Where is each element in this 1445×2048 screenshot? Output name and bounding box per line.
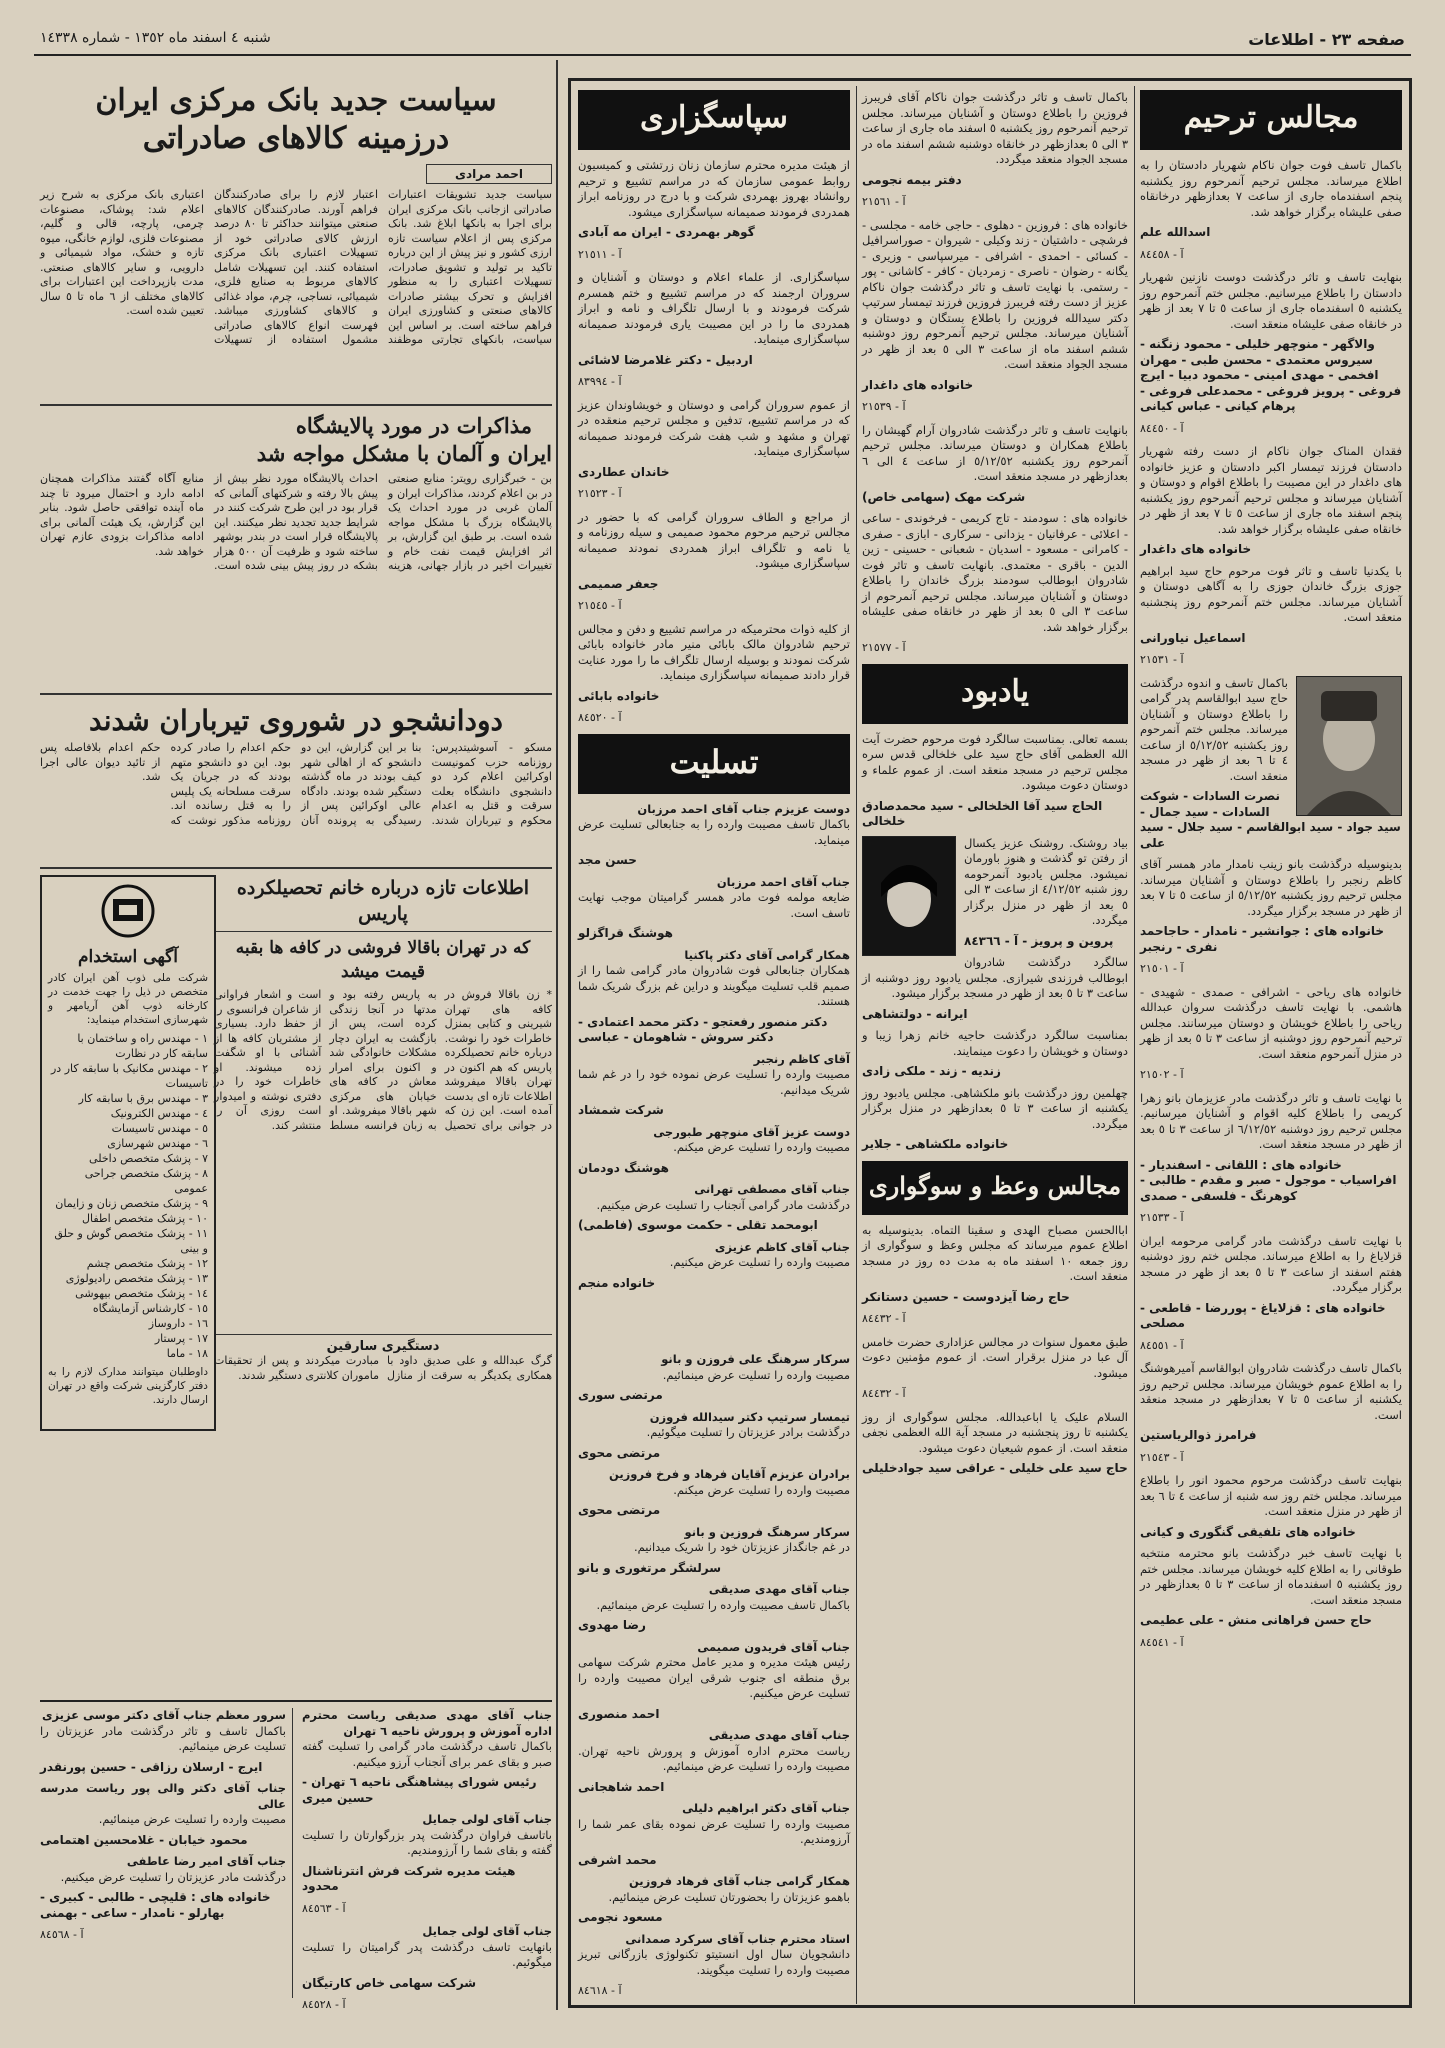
ad-position: ٥ - مهندس تاسیسات [111,1122,208,1135]
majales-list [1140,158,1402,1650]
mid-column [862,90,1128,1990]
memorial-item: سالگرد درگذشت شادروان ابوطالب فرزندی شیرازی. مجلس یادبود روز دوشنبه از ساعت ٣ تا ٥ بعد از ظهر در مسجد برگزار میشود. ایرانه - دولتشاهی [862,955,1128,1021]
column-rule [292,1708,293,1998]
taslit-list [578,802,850,1292]
ad-title: آگهی استخدام [78,947,178,967]
article4-title: اطلاعات تازه درباره خانم تحصیلکرده پاریس [214,875,552,932]
ad-logo-icon [93,883,163,939]
ad-position: ١٧ - پرستار [154,1332,208,1345]
condolence-item: تیمسار سرتیپ دکتر سیدالله فروزن درگذشت برادر عزیزتان را تسلیت میگوئیم. مرتضی محوی [578,1409,850,1460]
condolence-item: سرکار سرهنگ فروزین و بانو در غم جانگداز عزیزتان خود را شریک میدانیم. سرلشگر مرتغوری و بانو [578,1524,850,1575]
article3-title: دودانشجو در شوروی تیرباران شدند [89,704,503,737]
sermon-item: اباالحسن مصباح الهدی و سقینا التماه. بدینوسیله به اطلاع عموم میرساند که مجلس وعظ و سوگواری از روز جمعه ١٠ اسفند ماه به مدت ده روز در مسجد منعقد است. حاج رضا آیزدوست - حسین دستانکر آ - ٨٤٤٣٢ [862,1222,1128,1325]
bottom-mid-list [302,1708,552,2021]
obituary-item: بانهایت تاسف و تاثر درگذشت شادروان آرام گهیشان را باطلاع همکاران و دوستان میرساند. مجلس ترحیم آنمرحوم روز یکشنبه ٥/١٢/٥٢ از ساعت ٤ الی ٦ بعدازظهر در مسجد منعقد است. شرکت مهک (سهامی خاص) [862,422,1128,504]
ad-position: ٧ - پزشک متخصص داخلی [89,1152,208,1165]
vaz-list [862,1223,1128,1477]
article-separator [40,693,552,695]
article3-body: مسکو - آسوشیتدپرس: روزنامه حزب کمونیست اوکرائین اعلام کرد دو دانشجوی دانشگاه بعلت سرقت و قتل به اعدام محکوم و تیرباران شدند. بنا بر این گزارش، این دو دانشجو که از اهالی شهر کیف بودند در ماه گذشته دستگیر شده بودند. دادگاه عالی اوکرائین پس از رسیدگی به پرونده آنان حکم اعدام را صادر کرده بود. این دو دانشجو متهم بودند که در جریان یک سرقت مسلحانه یک پلیس را به قتل رسانده اند. روزنامه مذکور نوشت که حکم اعدام بلافاصله پس از تائید دیوان عالی اجرا شد. [40,741,552,827]
condolence-item: جناب آقای فریدون صمیمی رئیس هیئت مدیره و مدیر عامل محترم شرکت سهامی برق منطقه ای جنوب شرقی ایران مصیبت وارده را تسلیت عرض میکنیم. احمد منصوری [578,1639,850,1721]
small-news-body: گرگ عبدالله و علی صدیق داود با همکاری یکدیگر به سرقت از منازل مبادرت میکردند و پس از تحقیقات ماموران کلانتری دستگیر شدند. [214,1354,552,1382]
condolence-item: جناب آقای مهدی صدیقی ریاست محترم اداره آموزش و پرورش ناحیه ٦ تهران باکمال تاسف درگذشت مادر گرامی را تسلیت گفته صبر و بقای عمر برای آنجناب آرزو میکنیم. رئیس شورای پیشاهنگی ناحیه ٦ تهران - حسین میری [302,1708,552,1805]
ad-positions [48,1031,208,1361]
thanks-item: از عموم سروران گرامی و دوستان و خویشاوندان عزیز که در مراسم تشییع، تدفین و مجلس ترحیم منعقده در تهران و مشهد و شب هفت شرکت فرمودند صمیمانه سپاسگزاری مینماید. خاندان عطاردی آ - ٢١٥٢٣ [578,397,850,500]
article2-body: بن - خبرگزاری رویتر: منابع صنعتی در بن اعلام کردند، مذاکرات ایران و آلمان غربی در مورد احداث یک پالایشگاه بزرگ با مشکل مواجه شده است. بر طبق این گزارش، بر اثر افزایش قیمت نفت خام و تغییرات اخیر در بازار جهانی، هزینه احداث پالایشگاه مورد نظر بیش از پیش بالا رفته و شرکتهای آلمانی که قرار بود در این طرح شرکت کنند در شرایط جدید تجدید نظر میکنند. این پالایشگاه قرار است در بندر بوشهر ساخته شود و ظرفیت آن ٥٠٠ هزار بشکه در روز پیش بینی شده است. منابع آگاه گفتند مذاکرات همچنان ادامه دارد و احتمال میرود تا چند ماه آینده توافقی حاصل شود. بنابر این گزارش، یک هیئت آلمانی برای ادامه مذاکرات بزودی عازم تهران خواهد شد. [40,472,552,572]
obituary-item: خانواده های : فروزین - دهلوی - حاجی خامه - مجلسی - فرشچی - داشتیان - زند وکیلی - شیروان - صوراسرافیل - کسائی - احمدی - اشرافی - میرسپاسی - وزیری - یگانه - رضوان - ناصری - زمردیان - کافر - کاشانی - پور - رستمی. با نهایت تاسف و تاثر درگذشت جوان ناکام عزیز از دست رفته فریبرز فروزین فرزند تیمسار سرتیپ دکتر سیدالله فروزین را باطلاع بستگان و دوستان و آشنایان میرساند. مجلس ترحیم آنمرحوم روز دوشنبه ششم اسفند ماه از ساعت ٣ الی ٥ بعد از ظهر در مسجد الجواد منعقد است. خانواده های داغدار آ - ٢١٥٣٩ [861,217,1128,413]
sepas-title: سپاسگزاری [578,90,850,150]
condolence-item: سرکار سرهنگ علی فروزن و بانو مصیبت وارده را تسلیت عرض مینمائیم. مرتضی سوری [578,1352,850,1402]
thanks-item: سپاسگزاری. از علماء اعلام و دوستان و آشنایان و سروران ارجمند که در مراسم تشییع و ختم همسرم شرکت فرمودند و با ارسال تلگراف و نامه و ابراز همدردی ما را در این مصیبت یاری فرمودند صمیمانه سپاسگزاری مینماید. اردبیل - دکتر غلامرضا لاشائی آ - ٨٣٩٩٤ [578,270,850,388]
taslit-title: تسلیت [578,734,850,794]
small-news [214,1334,552,1383]
small-news-title: دستگیری سارقین [326,1339,440,1354]
ad-position: ١٢ - پزشک متخصص چشم [86,1257,208,1270]
column-rule [1134,86,1135,2004]
thanks-item: از هیئت مدیره محترم سازمان زنان زرتشتی و کمیسیون روابط عمومی سازمان که در مراسم تشییع و ترحیم روانشاد بهروز بهمردی شرکت و با درج در روزنامه ابراز همدردی فرمودند صمیمانه سپاسگزاری میشود. گوهر بهمردی - ایران مه آبادی آ - ٢١٥١١ [578,158,850,261]
condolence-item: دوست عزیزم جناب آقای احمد مرزبان باکمال تاسف مصیبت وارده را به جنابعالی تسلیت عرض مینماید. حسن مجد [578,801,850,867]
header-rule [34,54,1411,56]
mid-list [862,90,1128,656]
obituary-item: با نهایت تاسف درگذشت مادر گرامی مرحومه ایران قزلایاغ را به اطلاع میرساند. مجلس ختم روز دوشنبه هفتم اسفند از ساعت ٣ تا ٥ بعد از ظهر در مسجد برگزار میگردد. خانواده های : قزلایاغ - پوررضا - قاطعی - مصلحی آ - ٨٤٥٥١ [1140,1233,1403,1352]
condolence-item: جناب آقای امیر رضا عاطفی درگذشت مادر عزیزتان را تسلیت عرض میکنیم. خانواده های : قلیچی - طالبی - کبیری - بهارلو - نامدار - ساعی - بهمنی آ - ٨٤٥٦٨ [40,1854,286,1941]
taslit-column-lower [578,1352,850,1997]
condolence-item: جناب آقای مهدی صدیقی ریاست محترم اداره آموزش و پرورش ناحیه تهران. مصیبت وارده را تسلیت عرض مینمائیم. احمد شاهجانی [578,1728,850,1794]
ad-position: ١ - مهندس راه و ساختمان با سابقه کار در نظارت [77,1032,208,1060]
ad-position: ٢ - مهندس مکانیک با سابقه کار در تاسیسات [50,1062,208,1090]
obituary-item: فقدان المناک جوان ناکام از دست رفته شهریار دادستان فرزند تیمسار اکبر دادستان و عزیز خانواده های داغدار در این مصیبت را باطلاع اقوام و دوستان و آشنایان میرساند و مجلس ترحیم آنمرحوم روز یکشنبه پنجم اسفند ماه جاری از ساعت ٥ تا ٧ بعد از ظهر در خانقاه صفی علیشاه برگزار خواهد شد. خانواده های داغدار [1140,444,1403,556]
ad-footer: داوطلبان میتوانند مدارک لازم را به دفتر کارگزینی شرکت واقع در تهران ارسال دارند. [48,1366,208,1406]
condolence-item: جناب آقای دکتر ابراهیم دلیلی مصیبت وارده را تسلیت عرض نموده بقای عمر شما را آرزومندیم. محمد اشرفی [578,1801,850,1867]
portrait-photo [1296,676,1402,816]
memorial-item-with-photo: بیاد روشنک. روشنک عزیز یکسال از رفتن تو گذشت و هنوز باورمان نمیشود. مجلس یادبود آنمرحومه روز شنبه ٤/١٢/٥٢ از ساعت ٣ الی ٥ بعد از ظهر در منزل برگزار میگردد. پروین و پرویز - آ - ٨٤٣٦٦ [862,836,1128,950]
obituary-signature: نصرت السادات - شوکت السادات - سید جمال - سید جواد - سید ابوالقاسم - سید جلال - سید علی [1140,789,1401,850]
condolence-item: آقای کاظم رنجبر مصیبت وارده را تسلیت عرض نموده خود را در غم شما شریک میدانیم. شرکت شمشاد [578,1051,850,1117]
memorial-photo [862,836,956,956]
article4 [214,875,552,1415]
memorial-item: چهلمین روز درگذشت بانو ملکشاهی. مجلس یادبود روز یکشنبه از ساعت ٣ تا ٥ بعدازظهر در منزل برگزار میگردد. خانواده ملکشاهی - جلایر [862,1085,1129,1151]
taslit-list-lower [578,1352,850,1999]
ad-position: ١١ - پزشک متخصص گوش و حلق و بینی [54,1227,208,1255]
bottom-left-strip [40,1700,552,2011]
ad-intro: شرکت ملی ذوب آهن ایران کادر متخصص در ذیل را جهت خدمت در کارخانه ذوب آهن آریامهر و شهرسازی استخدام مینماید: [48,972,208,1026]
condolence-item: جناب آقای کاظم عزیزی مصیبت وارده را تسلیت عرض میکنیم. خانواده منجم [578,1239,850,1290]
condolence-item: جناب آقای لولی جمایل بانهایت تاسف درگذشت پدر گرامیتان را تسلیت میگوئیم. شرکت سهامی خاص کارتیگان آ - ٨٤٥٢٨ [302,1924,552,2011]
ad-position: ١٥ - کارشناس آزمایشگاه [92,1302,208,1315]
article-separator [40,867,552,869]
obituary-item: باکمال تاسف فوت جوان ناکام شهریار دادستان را به اطلاع میرساند. مجلس ترحیم آنمرحوم روز یکشنبه پنجم اسفندماه جاری از ساعت ٧ بعدازظهر درخانقاه صفی علیشاه برگزار خواهد شد. اسدالله علم آ - ٨٤٤٥٨ [1140,158,1402,261]
page-header-left: شنبه ٤ اسفند ماه ١٣٥٢ - شماره ١٤٣٣٨ [40,30,271,46]
article1-body: سیاست جدید تشویقات اعتبارات صادراتی ازجانب بانک مرکزی ایران برای اجرا به بانکها ابلاغ شد. بانک مرکزی پس از اعلام سیاست تازه ارزی کشور و نیز پیش از این درباره تاکید بر تولید و تشویق صادرات، تسهیلات اعتباری را به منظور افزایش و تحرک بیشتر صادرات کالاهای صنعتی و کشاورزی ایران فراهم ساخته است. بر اساس این سیاست، بانکهای تجارتی موظفند اعتبار لازم را برای صادرکنندگان فراهم آورند. صادرکنندگان کالاهای صنعتی میتوانند حداکثر تا ٨٠ درصد ارزش کالای صادراتی خود از تسهیلات اعتباری بانک مرکزی استفاده کنند. این تسهیلات شامل کالاهای مربوط به صنایع فلزی، شیمیائی، نساجی، چرم، مواد غذائی و کالاهای کشاورزی میباشد. فهرست انواع کالاهای صادراتی مشمول استفاده از تسهیلات اعتباری بانک مرکزی به شرح زیر اعلام شد: پوشاک، مصنوعات چرمی، پارچه، قالی و گلیم، مصنوعات فلزی، لوازم خانگی، میوه تازه و خشک، مواد شیمیائی و دارویی، و سایر کالاهای صنعتی. مدت بازپرداخت این اعتبارات برای کالاهای مختلف از ٦ ماه تا ٥ سال تعیین شده است. [40,188,552,346]
sepas-list [578,158,850,726]
thanks-item: از کلیه ذوات محترمیکه در مراسم تشییع و دفن و مجالس ترحیم شادروان مالک بابائی منیر مادر خانواده بابائی شرکت نمودند و بوسیله ارسال تلگراف ما را مورد عنایت قرار دادند صمیمانه سپاسگزاری مینماید. خانواده بابائی آ - ٨٤٥٢٠ [578,621,850,724]
obituary-item: بنهایت تاسف و تاثر درگذشت دوست نازنین شهریار دادستان را باطلاع میرسانیم. مجلس ختم آنمرحوم روز یکشنبه ٥ اسفندماه جاری از ساعت ٥ تا ٧ بعد از ظهر در خانقاه صفی علیشاه منعقد است. والاگهر - منوچهر خلیلی - محمود زنگنه - سیروس معتمدی - محسن طبی - مهران افخمی - مهدی امینی - محمود دبیا - ایرج فروغی - پرویز فروغی - محمدعلی فروغی - پرهام کیانی - عباس کیانی آ - ٨٤٤٥٠ [1140,270,1402,435]
portrait-image [1297,677,1401,815]
ad-position: ٩ - پزشک متخصص زنان و زایمان [55,1197,208,1210]
memorial-item: بمناسبت سالگرد درگذشت حاجیه خانم زهرا زیبا و دوستان و خویشان را دعوت مینمایند. زندیه - زند - ملکی زادی [862,1028,1128,1078]
condolence-item: استاد محترم جناب آقای سرکرد صمدانی دانشجویان سال اول انستیتو تکنولوژی بازرگانی تبریز مصیبت وارده را تسلیت میگویند. آ - ٨٤٦١٨ [578,1931,850,1997]
page-center-rule [556,60,558,2010]
memorial-image [863,837,955,955]
obituary-item: با نهایت تاسف خبر درگذشت بانو محترمه منتخبه طوقانی را به اطلاع کلیه خویشان میرساند. مجلس ختم روز یکشنبه ٥ اسفندماه از ساعت ٣ تا ٥ بعدازظهر در مسجد منعقد است. حاج حسن فراهانی منش - علی عطیمی آ - ٨٤٥٤١ [1140,1546,1402,1649]
sermon-item: السلام علیک یا اباعبدالله. مجلس سوگواری از روز یکشنبه تا روز پنجشنبه در مسجد آیة الله العظمی نجفی منعقد است. از عموم شیعیان دعوت میشود. حاج سید علی خلیلی - عراقی سید جوادخلیلی [862,1409,1128,1475]
condolence-item: همکار گرامی آقای دکتر پاکنیا همکاران جنابعالی فوت شادروان مادر گرامی شما را از صمیم قلب تسلیت میگویند و دراین غم بزرگ شریک شما هستند. دکتر منصور رفعتجو - دکتر محمد اعتمادی - دکتر سروش - شاهومان - عباسی [578,947,850,1044]
condolence-item: همکار گرامی جناب آقای فرهاد فروزین باهمو عزیزتان را بحضورتان تسلیت عرض مینمائیم. مسعود نجومی [578,1874,850,1924]
column-rule [856,86,857,2004]
article2-title-line2: ایران و آلمان با مشکل مواجه شد [256,441,552,466]
thanks-item: از مراجع و الطاف سروران گرامی که با حضور در مجالس ترحیم مرحوم محمود صمیمی و سیله روزنامه و یا نامه و تلگراف ابراز همدردی نمودند صمیمانه سپاسگزاری میشود. جعفر صمیمی آ - ٢١٥٤٥ [578,509,850,612]
condolence-item: سرور معظم جناب آقای دکتر موسی عزیزی باکمال تاسف و تاثر درگذشت مادر عزیزتان را تسلیت عرض مینمائیم. ایرج - ارسلان رزاقی - حسین پورنقدر [40,1708,286,1774]
ad-position: ١٠ - پزشک متخصص اطفال [81,1212,208,1225]
yadbud-list [862,732,1128,1153]
condolence-item: جناب آقای مصطفی تهرانی درگذشت مادر گرامی آنجناب را تسلیت عرض میکنیم. ابومحمد تقلی - حکمت موسوی (فاطمی) [578,1182,850,1232]
article4-subtitle: که در تهران باقالا فروشی در کافه ها بقبه قیمت میشد [235,938,531,982]
ad-position: ١٦ - داروساز [148,1317,208,1330]
sermon-item: طبق معمول سنوات در مجالس عزاداری حضرت خامس آل عبا در منزل برقرار است. از عموم مؤمنین دعوت میشود. آ - ٨٤٤٣٢ [862,1334,1128,1400]
ad-position: ١٣ - پزشک متخصص رادیولوژی [65,1272,208,1285]
obituary-item: با نهایت تاسف و تاثر درگذشت مادر عزیزمان بانو زهرا کریمی را باطلاع کلیه اقوام و آشنایان میرسانیم. مجلس ترحیم روز دوشنبه ٦/١٢/٥٢ از ساعت ٣ تا ٥ بعد از ظهر در مسجد منعقد است. خانواده های : اللقانی - اسفندیار - افراسیاب - موجول - صبر و مقدم - طالبی - کوهرنگ - فلسفی - صمدی آ - ٢١٥٣٣ [1140,1090,1402,1224]
yadbud-title: یادبود [862,664,1128,724]
obituary-item: با یکدنیا تاسف و تاثر فوت مرحوم حاج سید ابراهیم جوزی بزرگ خاندان جوزی را به آگاهی دوستان و آشنایان میرساند. مجلس ختم آنمرحوم روز پنجشنبه منعقد است. اسماعیل نیاورانی آ - ٢١٥٣١ [1140,563,1402,666]
article1-title-line2: درزمینه کالاهای صادراتی [142,121,450,156]
ad-position: ٦ - مهندس شهرسازی [107,1137,208,1150]
lower-news-block [40,875,552,1415]
article-separator [40,404,552,406]
majales-title: مجالس ترحیم [1140,90,1402,150]
article4-body: * زن باقالا فروش در کافه های تهران شیرینی و کتابی بمنزل خاطرات خود را نوشت. درباره خانم تحصیلکرده پاریس که هم اکنون در تهران باقالا میفروشد اطلاعات تازه ای بدست آمده است. این زن که در جوانی برای تحصیل به پاریس رفته بود و مدتها در آنجا زندگی کرده است، پس از بازگشت به ایران دچار مشکلات خانوادگی شد و اکنون برای امرار معاش در کافه های خیابان های مرکزی شهر باقالا میفروشد. او به زبان فرانسه مسلط است و اشعار فراوانی از شاعران فرانسوی را از حفظ دارد. بسیاری از مشتریان کافه ها از آشنائی با او شگفت زده میشوند. او خاطرات خود را در دفتری نوشته و امیدوار است روزی آن را منتشر کند. [214,988,552,1132]
company-logo [48,883,208,943]
employment-ad [40,875,216,1431]
article1-author: احمد مرادی [426,164,552,184]
majales-column [1140,90,1402,1990]
ad-position: ١٤ - پزشک متخصص بیهوشی [75,1287,208,1300]
obituary-item: خانواده های : سودمند - تاج کریمی - فرخوندی - ساعی - اعلائی - عرفانیان - یزدانی - سرکاری - ابازی - صفری - کامرانی - مسعود - اسدیان - شعبانی - حسینی - زین الدین - باقری - معتمدی. بانهایت تاسف و تاثر فوت شادروان ابوطالب سودمند بزرگ خاندان را باطلاع دوستان و آشنایان میرساند. مجلس ترحیم آنمرحوم از ساعت ٣ الی ٥ بعد از ظهر در خانقاه صفی علیشاه برگزار خواهد شد. آ - ٢١٥٧٧ [862,511,1128,654]
obituary-item: باکمال تاسف درگذشت شادروان ابوالقاسم آمیرهوشنگ را به اطلاع عموم خویشان میرساند. مجلس ترحیم روز یکشنبه از ساعت ٥ تا ٧ بعدازظهر در مسجد منعقد است. فرامرز ذوالریاستین آ - ٢١٥٤٣ [1140,1361,1403,1464]
condolence-item: جناب آقای احمد مرزبان ضایعه مولمه فوت مادر همسر گرامیتان موجب نهایت تاسف است. هوشنگ قراگزلو [578,874,850,940]
ad-position: ٨ - پزشک متخصص جراحی عمومی [84,1167,208,1195]
obituary-item-with-photo: باکمال تاسف و اندوه درگذشت حاج سید ابوالقاسم پدر گرامی را باطلاع دوستان و آشنایان میرساند. مجلس ختم آنمرحوم روز یکشنبه ٥/١٢/٥٢ از ساعت ٤ تا ٦ بعد از ظهر در مسجد منعقد است. [1140,676,1402,785]
obituary-item: خانواده های ریاحی - اشرافی - صمدی - شهیدی - هاشمی. با نهایت تاسف درگذشت سروان عبدالله ریاحی را باطلاع خویشان و دوستان میرسانند. مجلس ترحیم آنمرحوم روز دوشنبه از ساعت ٣ تا ٥ بعد از ظهر در منزل آنمرحوم منعقد است. آ - ٢١٥٠٢ [1140,984,1402,1081]
vaz-title: مجالس وعظ و سوگواری [862,1161,1128,1215]
condolence-item: دوست عزیز آقای منوچهر طبورجی مصیبت وارده را تسلیت عرض میکنم. هوشنگ دودمان [578,1124,850,1175]
page-header-right: صفحه ٢٣ - اطلاعات [1248,30,1405,49]
condolence-item: جناب آقای مهدی صدیقی باکمال تاسف مصیبت وارده را تسلیت عرض مینمائیم. رضا مهدوی [578,1582,850,1632]
obituary-item: بنهایت تاسف درگذشت مرحوم محمود انور را باطلاع میرساند. مجلس ختم روز سه شنبه از ساعت ٤ تا ٦ بعد از ظهر در منزل منعقد است. خانواده های تلفیقی گنگوری و کیانی [1140,1473,1402,1539]
ad-position: ١٨ - ماما [166,1347,208,1360]
bottom-left-list [40,1708,286,1951]
article2-title-line1: مذاکرات در مورد پالایشگاه [295,413,532,438]
obituary-item: بدینوسیله درگذشت بانو زینب نامدار مادر همسر آقای کاظم رنجبر را باطلاع دوستان و آشنایان میرساند. مجلس ترحیم روز یکشنبه ٥/١٢/٥٢ از ساعت ٥ تا ٧ بعد از ظهر در مسجد برگزار میگردد. خانواده های : جوانشیر - نامدار - حاجاحمد نفری - رنجبر آ - ٢١٥٠١ [1140,857,1403,975]
article1-title-line1: سیاست جدید بانک مرکزی ایران [95,83,497,118]
condolence-item: جناب آقای لولی جمایل باتاسف فراوان درگذشت پدر بزرگوارتان را تسلیت گفته و بقای شما را آرزومندیم. هیئت مدیره شرکت فرش انترناشنال محدود آ - ٨٤٥٦٣ [302,1812,552,1915]
ad-position: ٣ - مهندس برق با سابقه کار [78,1092,208,1105]
ad-position: ٤ - مهندس الکترونیک [110,1107,208,1120]
condolence-item: برادران عزیزم آقایان فرهاد و فرخ فروزین مصیبت وارده را تسلیت عرض میکنم. مرتضی محوی [578,1467,850,1517]
sepas-column [578,90,850,1350]
memorial-item: بسمه تعالی. بمناسبت سالگرد فوت مرحوم حضرت آیت الله العظمی آقای حاج سید علی خلخالی قدس سره مجلس ترحیم در مسجد منعقد است. از عموم علماء و دوستان دعوت میشود. الحاج سید آقا الخلخالی - سید محمدصادق خلخالی [862,731,1128,828]
condolence-item: جناب آقای دکتر والی پور ریاست مدرسه عالی مصیبت وارده را تسلیت عرض مینمائیم. محمود خیابان - غلامحسین اهتمامی [40,1781,286,1847]
obituary-item: باکمال تاسف و تاثر درگذشت جوان ناکام آقای فریبرز فروزین را باطلاع دوستان و آشنایان میرساند. مجلس ترحیم آنمرحوم روز یکشنبه ٥ اسفند ماه جاری از ساعت ٣ الی ٥ بعدازظهر در خانقاه دوشنبه ششم اسفند ماه در مسجد الجواد منعقد میگردد. دفتر بیمه نجومی آ - ٢١٥٦١ [862,90,1128,208]
